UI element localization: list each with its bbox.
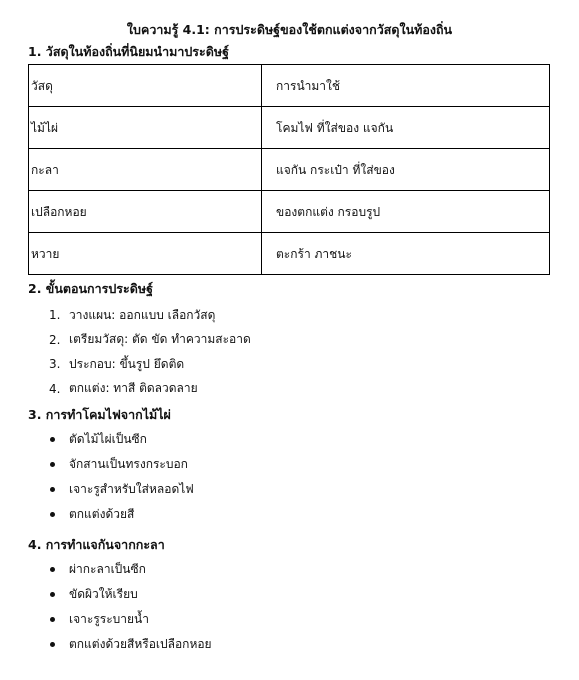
list-item [28, 303, 551, 328]
step-text: เตรียมวัสดุ: ตัด ขัด ทำความสะอาด [69, 332, 251, 347]
list-item-text: ขัดผิวให้เรียบ [69, 587, 138, 601]
table-cell-material: ไม้ไผ่ [29, 107, 262, 149]
list-item [28, 352, 551, 377]
list-item [28, 427, 551, 452]
bamboo-lamp-list [28, 427, 551, 527]
step-number: 2. [49, 332, 61, 347]
table-header-cell: วัสดุ [29, 65, 262, 107]
table-cell-material: กะลา [29, 149, 262, 191]
table-cell-material: เปลือกหอย [29, 191, 262, 233]
bullet-icon [50, 437, 55, 442]
table-row [29, 233, 550, 275]
table-header-row [29, 65, 550, 107]
bullet-icon [50, 642, 55, 647]
list-item [28, 632, 551, 657]
step-number: 1. [49, 308, 61, 323]
table-row [29, 191, 550, 233]
list-item-text: จักสานเป็นทรงกระบอก [69, 457, 188, 471]
bullet-icon [50, 512, 55, 517]
bullet-icon [50, 567, 55, 572]
bullet-icon [50, 462, 55, 467]
list-item-text: ตัดไม้ไผ่เป็นซีก [69, 432, 147, 446]
list-item-text: ตกแต่งด้วยสีหรือเปลือกหอย [69, 637, 212, 651]
list-item-text: เจาะรูระบายน้ำ [69, 612, 149, 626]
table-cell-material: หวาย [29, 233, 262, 275]
table-cell-usage: ของตกแต่ง กรอบรูป [262, 191, 550, 233]
list-item-text: เจาะรูสำหรับใส่หลอดไฟ [69, 482, 194, 496]
section-heading-materials: 1. วัสดุในท้องถิ่นที่นิยมนำมาประดิษฐ์ [28, 44, 229, 59]
step-text: วางแผน: ออกแบบ เลือกวัสดุ [69, 307, 216, 322]
list-item [28, 377, 551, 402]
table-header-cell: การนำมาใช้ [262, 65, 550, 107]
list-item [28, 557, 551, 582]
list-item [28, 582, 551, 607]
list-item [28, 452, 551, 477]
table-row [29, 149, 550, 191]
step-number: 4. [49, 381, 61, 396]
materials-table [28, 64, 550, 275]
table-row [29, 107, 550, 149]
section-heading-coconut-vase: 4. การทำแจกันจากกะลา [28, 537, 165, 552]
bullet-icon [50, 487, 55, 492]
bullet-icon [50, 592, 55, 597]
coconut-vase-list [28, 557, 551, 657]
table-cell-usage: ตะกร้า ภาชนะ [262, 233, 550, 275]
list-item [28, 502, 551, 527]
section-heading-steps: 2. ขั้นตอนการประดิษฐ์ [28, 281, 153, 296]
list-item [28, 477, 551, 502]
steps-list [28, 303, 551, 401]
section-heading-bamboo-lamp: 3. การทำโคมไฟจากไม้ไผ่ [28, 407, 171, 422]
document-title: ใบความรู้ 4.1: การประดิษฐ์ของใช้ตกแต่งจากวัสดุในท้องถิ่น [126, 22, 453, 37]
step-number: 3. [49, 357, 61, 372]
table-cell-usage: โคมไฟ ที่ใส่ของ แจกัน [262, 107, 550, 149]
bullet-icon [50, 617, 55, 622]
list-item [28, 607, 551, 632]
table-cell-usage: แจกัน กระเป๋า ที่ใส่ของ [262, 149, 550, 191]
list-item-text: ผ่ากะลาเป็นซีก [69, 562, 146, 576]
step-text: ประกอบ: ขึ้นรูป ยึดติด [69, 356, 185, 371]
step-text: ตกแต่ง: ทาสี ติดลวดลาย [69, 381, 198, 396]
list-item [28, 328, 551, 353]
list-item-text: ตกแต่งด้วยสี [69, 507, 135, 521]
